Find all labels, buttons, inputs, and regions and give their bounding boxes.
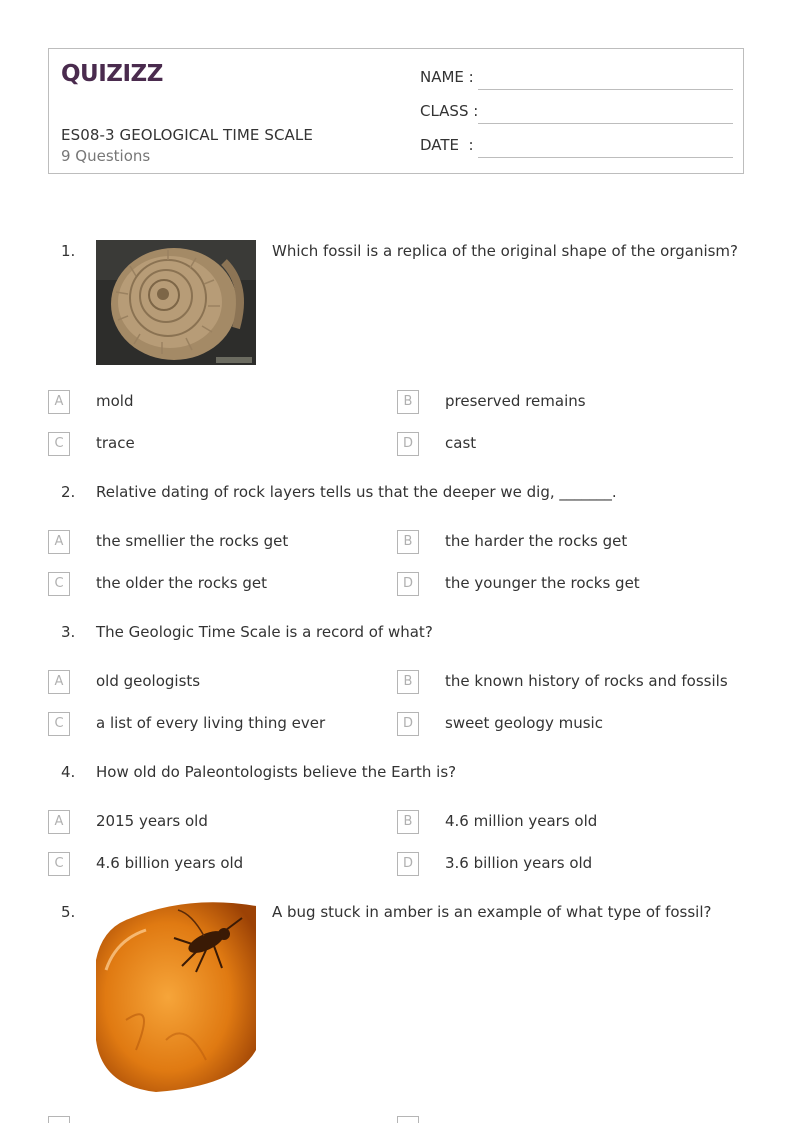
option-c-text: trace (96, 434, 135, 452)
option-c-box[interactable]: C (48, 712, 70, 736)
option-b-box[interactable]: B (397, 390, 419, 414)
question-text: Which fossil is a replica of the original shape of the organism? (272, 242, 739, 260)
question-text: A bug stuck in amber is an example of what type of fossil? (272, 903, 712, 921)
date-line[interactable] (478, 157, 733, 158)
quiz-title: ES08-3 GEOLOGICAL TIME SCALE (61, 126, 313, 144)
svg-text:QUIZIZZ: QUIZIZZ (61, 61, 163, 87)
name-label: NAME : (420, 68, 474, 86)
class-label: CLASS : (420, 102, 479, 120)
option-c-box[interactable]: C (48, 852, 70, 876)
option-a-box[interactable]: A (48, 530, 70, 554)
option-a-box[interactable]: A (48, 670, 70, 694)
option-b-text: the known history of rocks and fossils (445, 672, 728, 690)
worksheet-header (48, 48, 744, 174)
name-line[interactable] (478, 89, 733, 90)
amber-insect-image (96, 900, 256, 1092)
option-c-box[interactable]: C (48, 432, 70, 456)
question-number: 2. (61, 483, 76, 501)
option-d-text: the younger the rocks get (445, 574, 640, 592)
option-d-box[interactable]: D (397, 712, 419, 736)
question-count: 9 Questions (61, 147, 151, 165)
option-b-text: 4.6 million years old (445, 812, 598, 830)
option-a-text: the smellier the rocks get (96, 532, 289, 550)
option-b-box[interactable]: B (397, 530, 419, 554)
option-d-text: sweet geology music (445, 714, 603, 732)
question-text: Relative dating of rock layers tells us that the deeper we dig, _______. (96, 483, 617, 501)
option-d-box[interactable]: D (397, 572, 419, 596)
date-label: DATE : (420, 136, 474, 154)
option-a-text: 2015 years old (96, 812, 208, 830)
option-a-text: mold (96, 392, 134, 410)
ammonite-fossil-image (96, 240, 256, 365)
option-d-text: 3.6 billion years old (445, 854, 593, 872)
question-number: 3. (61, 623, 76, 641)
question-number: 5. (61, 903, 76, 921)
option-b-text: preserved remains (445, 392, 586, 410)
option-b-box[interactable] (397, 1116, 419, 1123)
option-b-box[interactable]: B (397, 810, 419, 834)
option-c-text: 4.6 billion years old (96, 854, 244, 872)
option-d-box[interactable]: D (397, 852, 419, 876)
question-text: The Geologic Time Scale is a record of what? (96, 623, 433, 641)
option-c-text: a list of every living thing ever (96, 714, 326, 732)
question-number: 4. (61, 763, 76, 781)
question-number: 1. (61, 242, 76, 260)
option-b-text: the harder the rocks get (445, 532, 628, 550)
class-line[interactable] (478, 123, 733, 124)
option-c-box[interactable]: C (48, 572, 70, 596)
option-c-text: the older the rocks get (96, 574, 267, 592)
quizizz-logo (61, 59, 171, 89)
option-b-box[interactable]: B (397, 670, 419, 694)
option-d-box[interactable]: D (397, 432, 419, 456)
option-a-box[interactable] (48, 1116, 70, 1123)
option-d-text: cast (445, 434, 477, 452)
question-text: How old do Paleontologists believe the Earth is? (96, 763, 457, 781)
option-a-text: old geologists (96, 672, 201, 690)
option-a-box[interactable]: A (48, 390, 70, 414)
option-a-box[interactable]: A (48, 810, 70, 834)
